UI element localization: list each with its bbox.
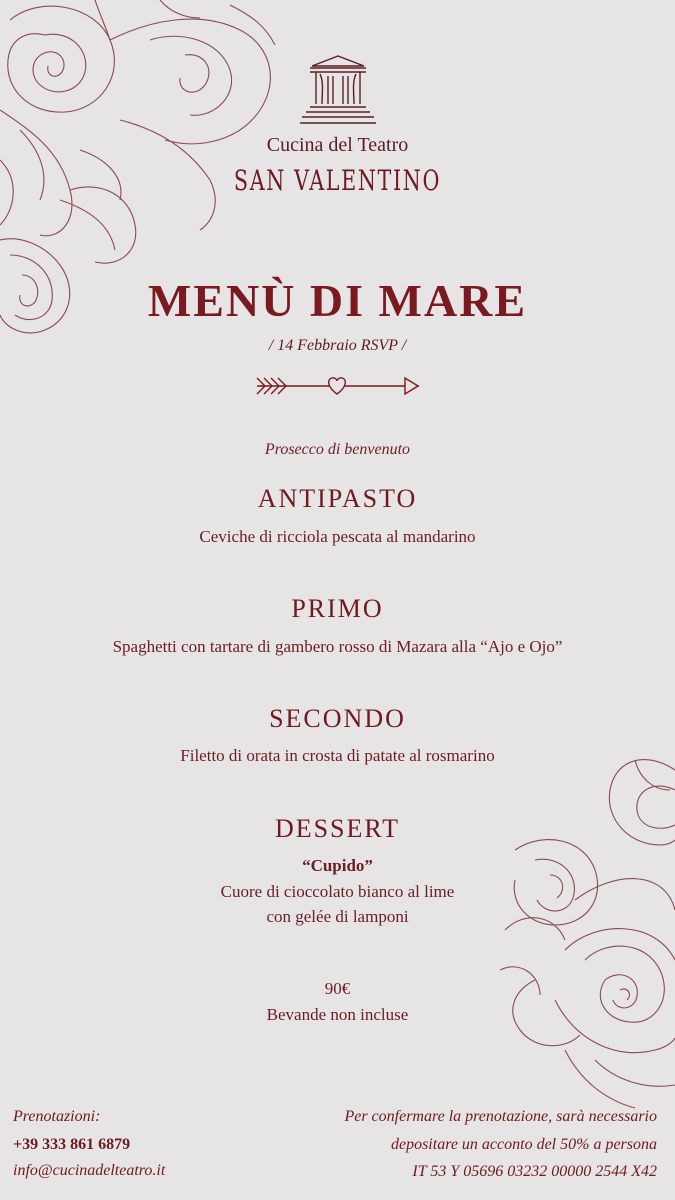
deposit-line-1: Per confermare la prenotazione, sarà necessario	[344, 1108, 657, 1125]
reservations-label: Prenotazioni:	[13, 1108, 101, 1125]
dessert-line-1: Cuore di cioccolato bianco al lime	[220, 882, 455, 901]
iban: IT 53 Y 05696 03232 00000 2544 X42	[412, 1163, 657, 1180]
price-note: Bevande non incluse	[266, 1005, 409, 1024]
course-primo: PRIMO	[291, 594, 384, 623]
theatre-logo-icon	[300, 52, 376, 132]
menu-title: MENÙ DI MARE	[147, 275, 528, 326]
phone-number[interactable]: +39 333 861 6879	[13, 1136, 131, 1153]
deposit-line-2: depositare un acconto del 50% a persona	[390, 1136, 657, 1153]
dish-antipasto: Ceviche di ricciola pescata al mandarino	[199, 527, 476, 546]
dessert-name: “Cupido”	[302, 856, 373, 875]
rose-illustration-bottom-right	[495, 750, 675, 1110]
event-date: / 14 Febbraio RSVP /	[268, 337, 407, 354]
welcome-drink: Prosecco di benvenuto	[264, 441, 411, 458]
course-dessert: DESSERT	[274, 814, 401, 843]
dish-secondo: Filetto di orata in crosta di patate al rosmarino	[180, 746, 495, 765]
event-title: SAN VALENTINO	[233, 164, 442, 197]
course-secondo: SECONDO	[269, 704, 406, 733]
email-address[interactable]: info@cucinadelteatro.it	[13, 1162, 166, 1179]
dish-primo: Spaghetti con tartare di gambero rosso di Mazara alla “Ajo e Ojo”	[112, 637, 563, 656]
arrow-heart-icon	[255, 372, 421, 402]
course-antipasto: ANTIPASTO	[257, 484, 418, 513]
price: 90€	[324, 979, 351, 998]
restaurant-name: Cucina del Teatro	[266, 134, 409, 156]
dessert-line-2: con gelée di lamponi	[266, 907, 409, 926]
